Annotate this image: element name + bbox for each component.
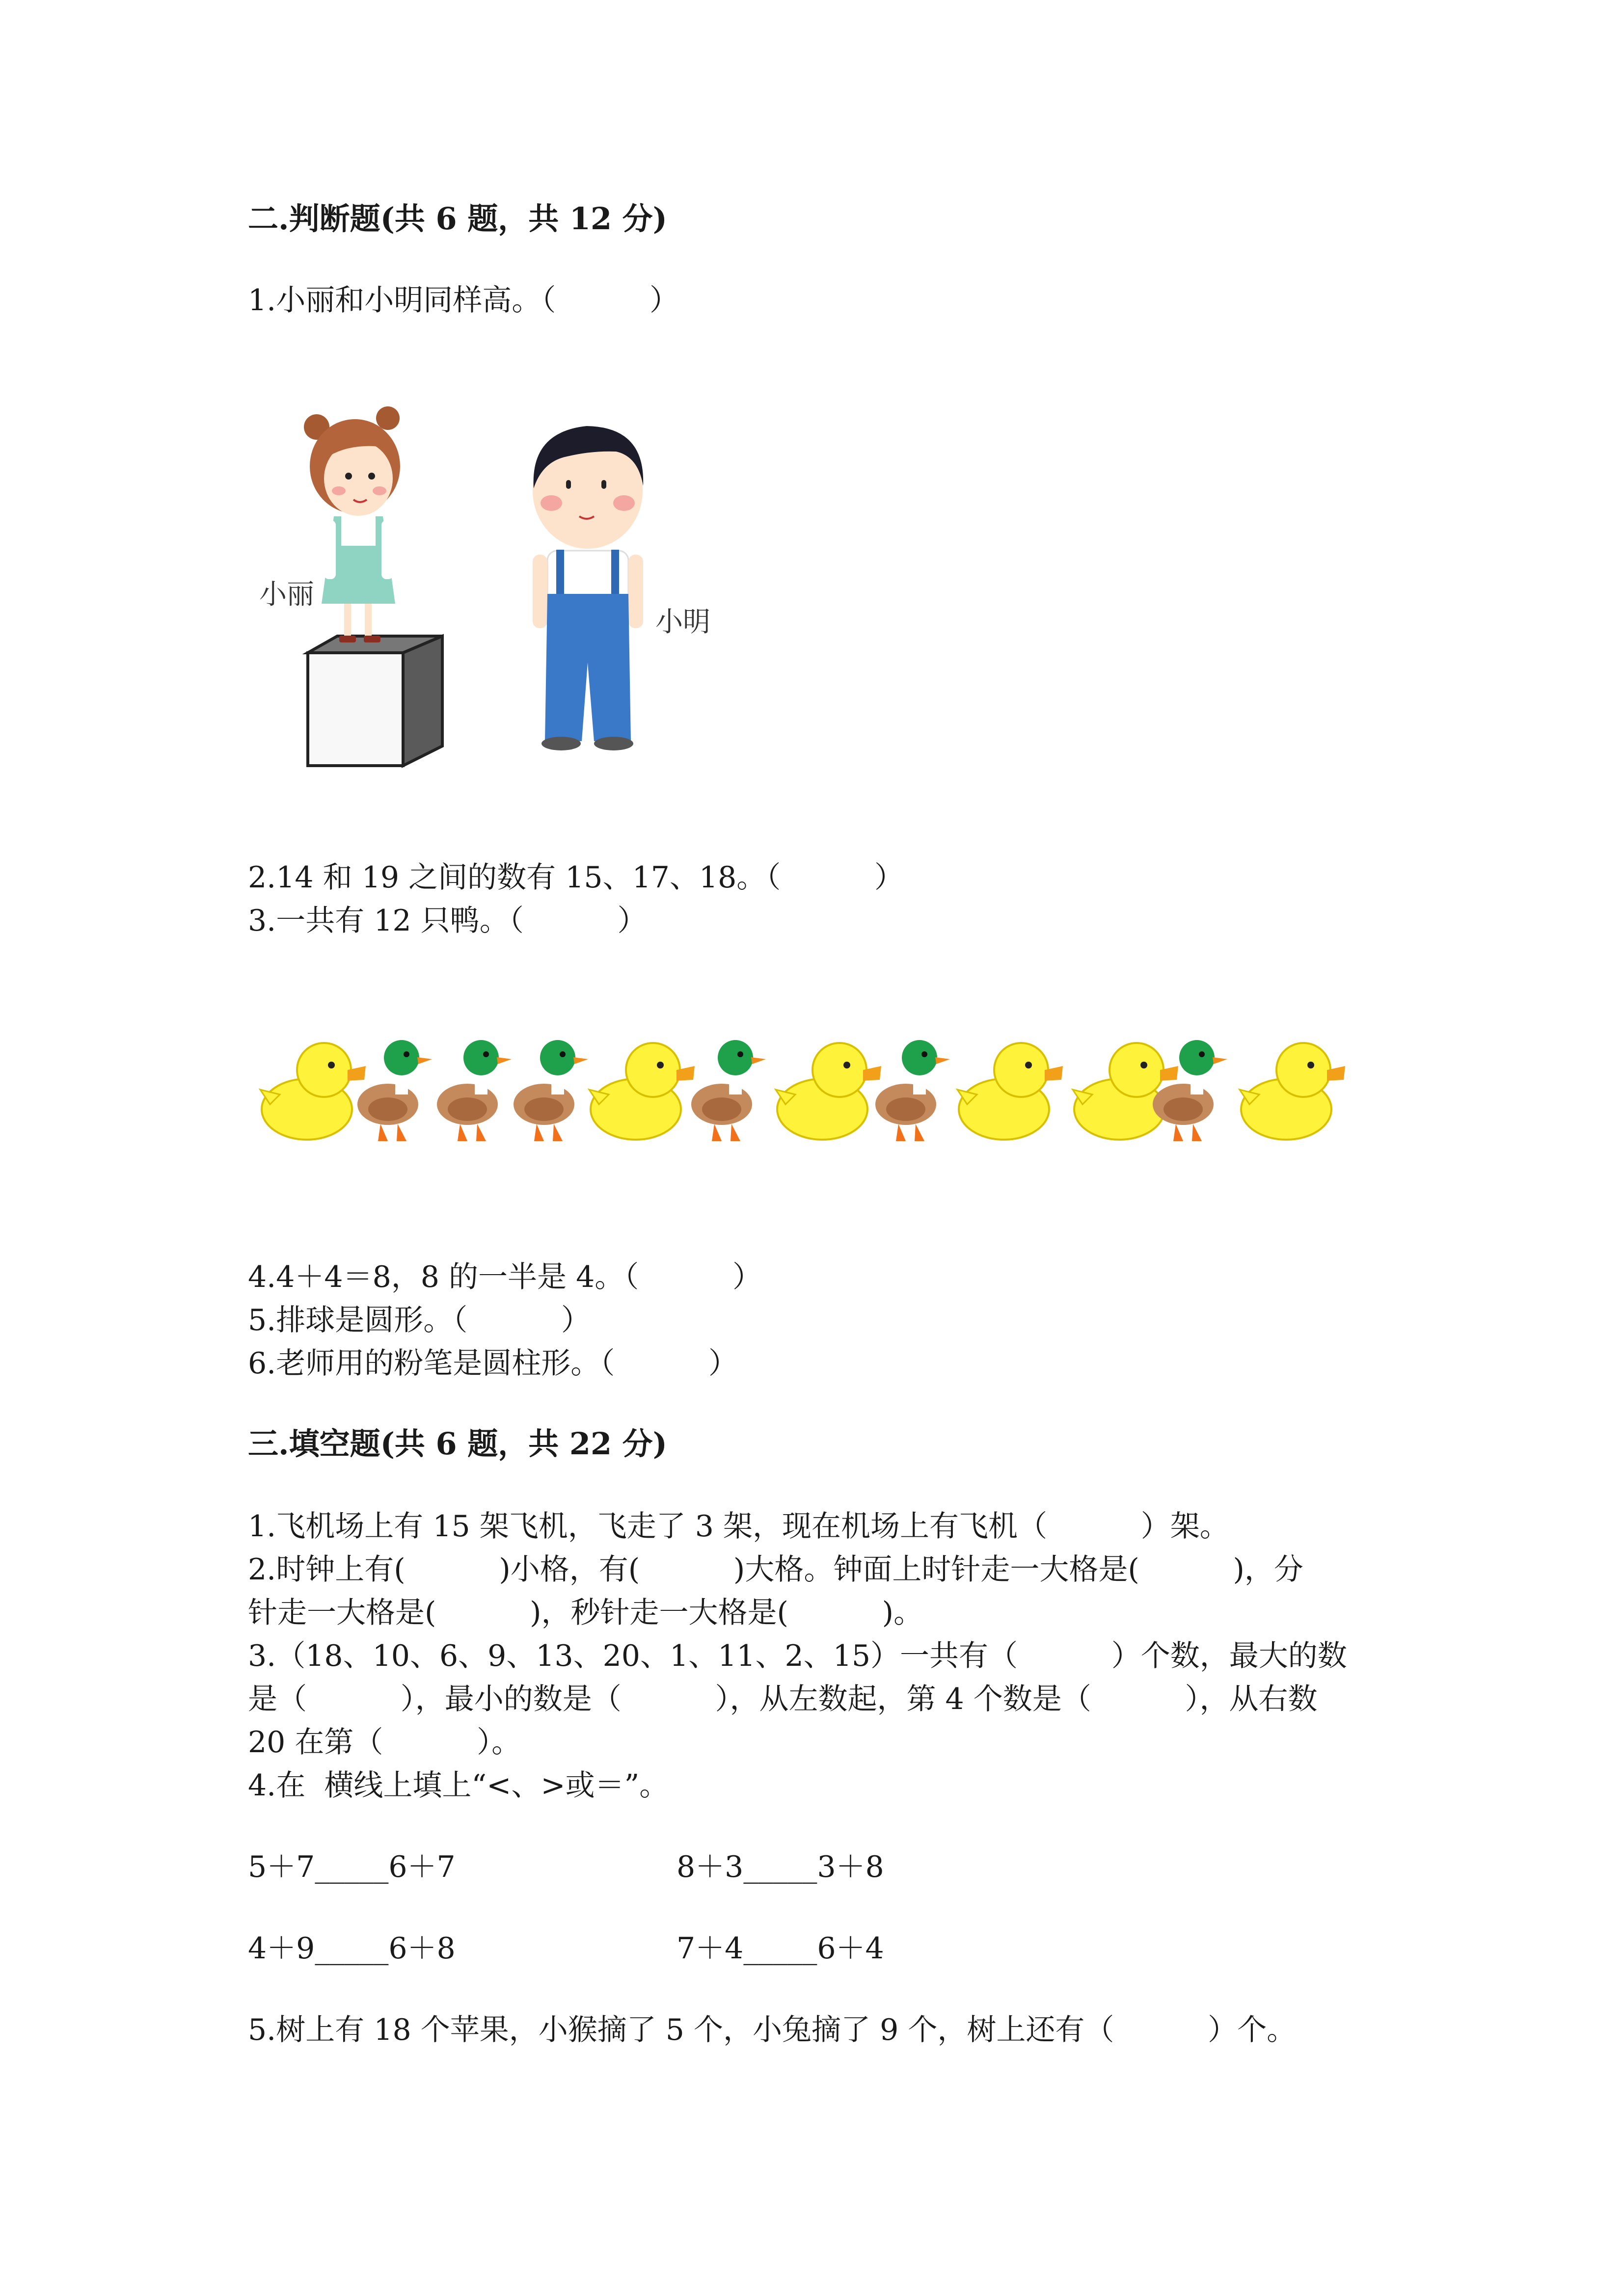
- comparison-item-3: 4＋9_____6＋8: [248, 1931, 456, 1966]
- girl-label: 小丽: [259, 579, 314, 610]
- duckling-icon: [957, 1043, 1063, 1140]
- comparison-item-1: 5＋7_____6＋7: [248, 1850, 456, 1884]
- boy-label: 小明: [655, 606, 710, 637]
- section-3-heading: 三.填空题(共 6 题，共 22 分): [248, 1426, 668, 1462]
- comparison-item-4: 7＋4_____6＋4: [677, 1931, 884, 1966]
- height-comparison-figure: [248, 388, 739, 780]
- question-2-6: 6.老师用的粉笔是圆柱形。（ ）: [248, 1346, 738, 1381]
- girl-icon: [304, 406, 400, 642]
- mallard-icon: [1153, 1040, 1227, 1141]
- duckling-icon: [260, 1043, 366, 1140]
- mallard-icon: [514, 1040, 588, 1141]
- question-2-5: 5.排球是圆形。（ ）: [248, 1303, 591, 1337]
- question-2-2: 2.14 和 19 之间的数有 15、17、18。（ ）: [248, 860, 904, 895]
- question-3-1: 1.飞机场上有 15 架飞机，飞走了 3 架，现在机场上有飞机（ ）架。: [248, 1509, 1229, 1544]
- section-2-heading: 二.判断题(共 6 题，共 12 分): [248, 201, 668, 237]
- mallard-icon: [691, 1040, 766, 1141]
- question-2-3: 3.一共有 12 只鸭。（ ）: [248, 904, 647, 938]
- question-2-1: 1.小丽和小明同样高。（ ）: [248, 283, 679, 318]
- duckling-icon: [776, 1043, 881, 1140]
- question-3-3-line-2: 是（ ），最小的数是（ ），从左数起，第 4 个数是（ ），从右数: [248, 1682, 1318, 1716]
- question-3-4: 4.在 横线上填上“<、>或＝”。: [248, 1768, 669, 1803]
- question-3-3-line-1: 3.（18、10、6、9、13、20、1、11、2、15）一共有（ ）个数，最大的数: [248, 1639, 1347, 1673]
- mallard-icon: [357, 1040, 432, 1141]
- mallard-icon: [437, 1040, 512, 1141]
- question-3-5: 5.树上有 18 个苹果，小猴摘了 5 个，小兔摘了 9 个，树上还有（ ）个。: [248, 2013, 1297, 2047]
- mallard-icon: [875, 1040, 950, 1141]
- comparison-item-2: 8＋3_____3＋8: [677, 1850, 884, 1884]
- question-2-4: 4.4＋4＝8，8 的一半是 4。（ ）: [248, 1260, 762, 1294]
- box-icon: [308, 636, 442, 766]
- ducks-figure: [255, 1036, 1355, 1148]
- boy-icon: [533, 426, 643, 750]
- question-3-2-line-1: 2.时钟上有( )小格，有( )大格。钟面上时针走一大格是( )，分: [248, 1552, 1303, 1587]
- question-3-3-line-3: 20 在第（ ）。: [248, 1725, 521, 1760]
- duckling-icon: [589, 1043, 695, 1140]
- question-3-2-line-2: 针走一大格是( )，秒针走一大格是( )。: [248, 1596, 923, 1630]
- duckling-icon: [1240, 1043, 1345, 1140]
